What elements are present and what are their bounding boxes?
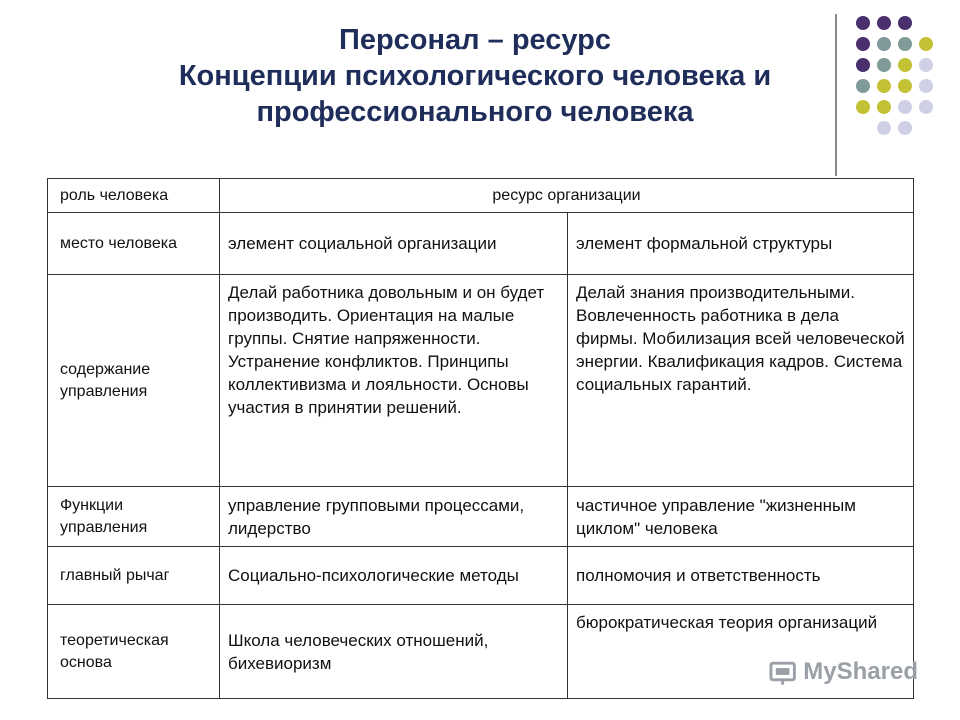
prof-cell: элемент формальной структуры	[568, 213, 914, 275]
decorative-dot	[898, 100, 912, 114]
decorative-dot	[898, 37, 912, 51]
decorative-dot	[919, 37, 933, 51]
slide-title	[120, 22, 830, 130]
psych-cell: Школа человеческих отношений, бихевиоризм	[220, 605, 568, 699]
prof-cell: частичное управление "жизненным циклом" человека	[568, 487, 914, 547]
presentation-screen-icon	[768, 657, 797, 687]
row-label: главный рычаг	[48, 547, 220, 605]
decorative-dot	[877, 58, 891, 72]
decorative-dot	[919, 58, 933, 72]
decorative-dot	[877, 16, 891, 30]
row-label: содержание управления	[48, 275, 220, 487]
decorative-dot	[856, 37, 870, 51]
row-label: теоретическая основа	[48, 605, 220, 699]
decorative-divider	[835, 14, 837, 176]
psych-cell: Социально-психологические методы	[220, 547, 568, 605]
decorative-dot	[856, 100, 870, 114]
merged-cell: ресурс организации	[220, 179, 914, 213]
title-line-2: Концепции психологического человека и	[178, 60, 772, 92]
watermark-text: MyShared	[803, 658, 918, 685]
decorative-dot	[919, 100, 933, 114]
row-label: роль человека	[48, 179, 220, 213]
table-row	[48, 275, 914, 487]
psych-cell: элемент социальной организации	[220, 213, 568, 275]
decorative-dot	[856, 79, 870, 93]
decorative-dot	[877, 37, 891, 51]
table-row	[48, 547, 914, 605]
table-row	[48, 179, 914, 213]
watermark	[768, 654, 918, 690]
decorative-dot	[919, 79, 933, 93]
title-line-3: профессионального человека	[256, 96, 694, 128]
decorative-dot	[898, 121, 912, 135]
prof-cell: бюрократическая теория организаций	[568, 605, 914, 699]
decorative-dot	[856, 16, 870, 30]
psych-cell: Делай работника довольным и он будет производить. Ориентация на малые группы. Снятие напряженности. Устранение конфликтов. Принципы коллективизма и лояльности. Основы участия в принятии решений.	[220, 275, 568, 487]
psych-cell: управление групповыми процессами, лидерство	[220, 487, 568, 547]
decorative-dot	[877, 79, 891, 93]
decorative-dot	[898, 16, 912, 30]
decorative-dot	[898, 79, 912, 93]
prof-cell: Делай знания производительными. Вовлеченность работника в дела фирмы. Мобилизация всей человеческой энергии. Квалификация кадров. Система социальных гарантий.	[568, 275, 914, 487]
prof-cell: полномочия и ответственность	[568, 547, 914, 605]
decorative-dot	[877, 121, 891, 135]
title-line-1: Персонал – ресурс	[338, 24, 612, 56]
row-label: Функции управления	[48, 487, 220, 547]
decorative-dot	[877, 100, 891, 114]
concepts-table	[47, 178, 914, 699]
table-row	[48, 213, 914, 275]
decorative-dot	[856, 58, 870, 72]
row-label: место человека	[48, 213, 220, 275]
table-row	[48, 487, 914, 547]
decorative-dot	[898, 58, 912, 72]
